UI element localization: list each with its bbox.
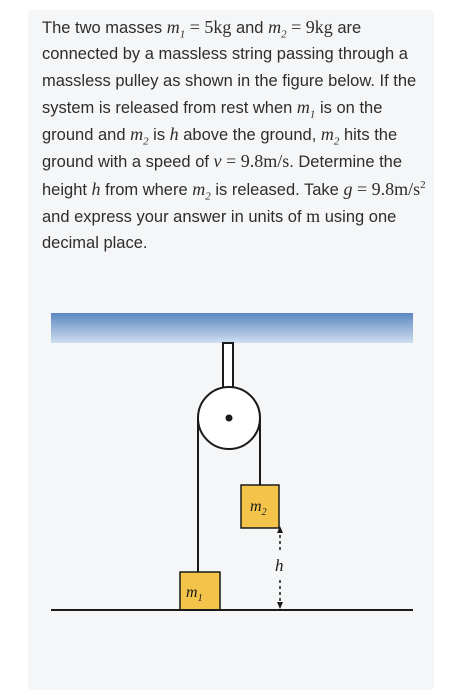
text: . Determine the height xyxy=(42,153,403,199)
pulley-axle xyxy=(226,415,233,422)
mass-1-label: $m_1$ xyxy=(186,584,203,604)
g-symbol: g xyxy=(343,178,353,199)
height-arrow-head-down xyxy=(277,602,283,609)
height-label: h xyxy=(275,556,284,575)
g-value: = $9.8m/s^2$ xyxy=(352,178,426,199)
m2-symbol: $m_2$ xyxy=(268,17,287,41)
text: using one decimal place. xyxy=(42,208,397,253)
m2-value: = 9kg xyxy=(286,17,333,37)
h-symbol: h xyxy=(91,178,101,199)
m2-symbol: $m_2$ xyxy=(130,124,149,148)
m2-symbol: $m_2$ xyxy=(192,178,211,203)
text: and express your answer in units of xyxy=(42,208,307,227)
m1-symbol: $m_1$ xyxy=(296,96,316,121)
v-value: = 9.8m/s xyxy=(221,151,290,172)
text: hits the ground with a speed of xyxy=(42,126,398,172)
mass-2-label: $m_2$ xyxy=(250,498,267,518)
ceiling xyxy=(51,313,413,343)
m2-symbol: $m_2$ xyxy=(320,124,340,148)
v-symbol: v xyxy=(213,151,222,172)
text: from where xyxy=(100,180,193,199)
text: The two masses xyxy=(42,19,167,37)
m1-value: = 5kg xyxy=(185,17,232,37)
text: is xyxy=(148,126,170,145)
unit: m xyxy=(306,206,321,227)
text: is released. Take xyxy=(210,180,344,199)
m1-symbol: $m_1$ xyxy=(166,17,186,41)
h-symbol: h xyxy=(169,124,179,145)
text: is on the ground and xyxy=(42,98,383,145)
text: and xyxy=(231,19,269,37)
text: above the ground, xyxy=(178,126,321,145)
text: are connected by a massless string passing through a massless pulley as shown in the figure below. If the system is released from rest when xyxy=(42,19,417,117)
